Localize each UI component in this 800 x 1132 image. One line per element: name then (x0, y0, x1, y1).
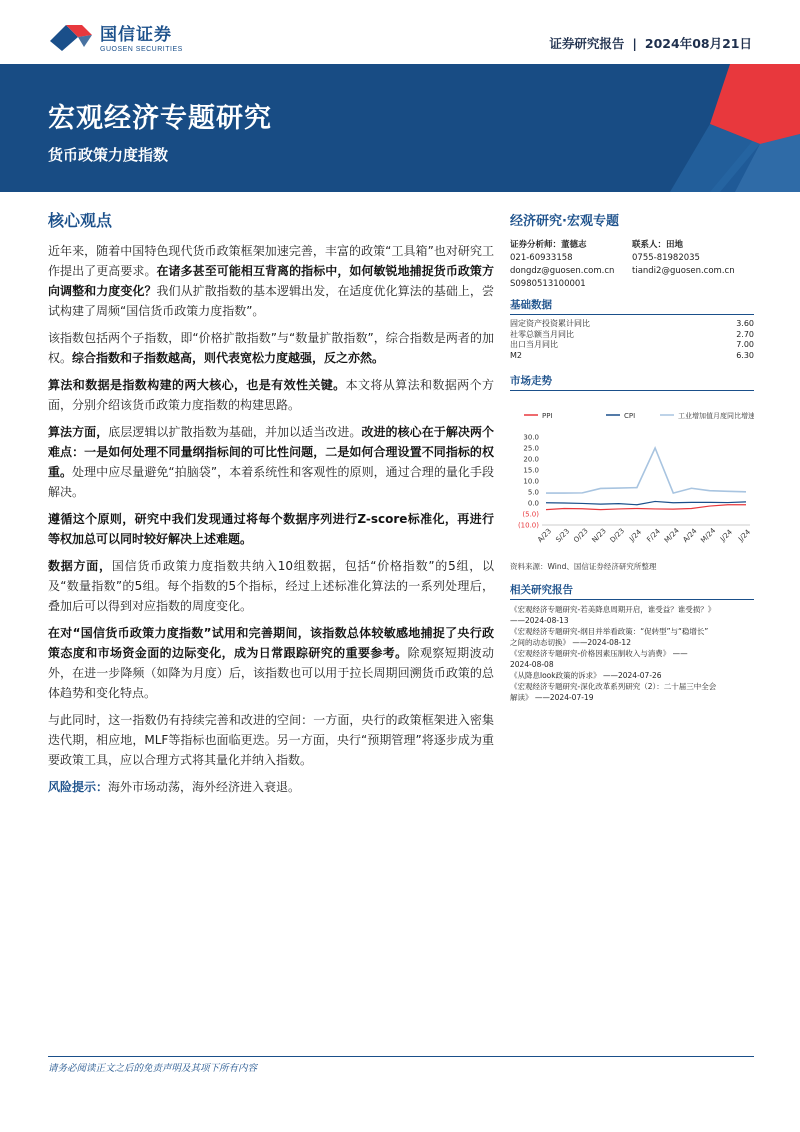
p1-text: 近年来，随着中国特色现代货币政策框架加速完善，丰富的政策“工具箱”也对研究工作提出了更高要求。 (48, 244, 494, 278)
related-reports-list (510, 604, 754, 703)
y-tick-label: 5.0 (527, 488, 539, 497)
logo-mark-icon (48, 21, 100, 53)
contact-label: 联系人： (632, 240, 667, 250)
paragraph-5 (48, 509, 494, 549)
contact-email: tiandi2@guosen.com.cn (632, 266, 735, 276)
x-tick-label: M/24 (662, 526, 681, 545)
risk-label: 风险提示： (48, 780, 109, 794)
related-report-item: 之间的动态切换》 ——2024-08-12 (510, 638, 631, 647)
related-report-item: 《宏观经济专题研究-纲目并举看政策：“促转型”与“稳增长” (510, 627, 709, 636)
analyst-email: dongdz@guosen.com.cn (510, 266, 615, 276)
analyst-phone: 021-60933158 (510, 253, 573, 263)
basic-data-row (510, 319, 754, 330)
series-line-2 (546, 501, 746, 504)
related-report-item: ——2024-08-13 (510, 616, 569, 625)
basic-data-value: 6.30 (736, 350, 754, 360)
y-tick-label: 10.0 (523, 477, 539, 486)
p5-bold: 遵循这个原则，研究中我们发现通过将每个数据序列进行Z-score标准化，再进行等权加总可以同时较好解决上述难题。 (48, 512, 494, 546)
p7-text: 除观察短期波动外，在进一步降频（如降为月度）后，该指数也可以用于拉长周期回溯货币政策的总体趋势和变化特点。 (48, 646, 494, 700)
p6-bold-lead: 数据方面， (48, 559, 112, 573)
chart-source: 资料来源：Wind、国信证券经济研究所整理 (510, 562, 657, 571)
report-type: 证券研究报告 (549, 36, 625, 51)
company-logo (48, 20, 183, 53)
basic-data-row (510, 340, 754, 351)
analyst-info (510, 239, 754, 291)
p2-text: 该指数包括两个子指数，即“价格扩散指数”与“数量扩散指数”，综合指数是两者的加权。 (48, 331, 494, 365)
market-trend-title: 市场走势 (510, 373, 754, 391)
paragraph-2 (48, 328, 494, 368)
y-tick-label: 15.0 (523, 466, 539, 475)
y-tick-label: 25.0 (523, 444, 539, 453)
basic-data-value: 2.70 (736, 329, 754, 339)
report-meta: 证券研究报告 | 2024年08月21日 (549, 36, 752, 51)
p2-bold: 综合指数和子指数越高，则代表宽松力度越强，反之亦然。 (72, 351, 385, 365)
basic-data-label: 出口当月同比 (510, 340, 558, 349)
paragraph-6 (48, 556, 494, 616)
risk-text: 海外市场动荡，海外经济进入衰退。 (108, 780, 301, 794)
report-title: 宏观经济专题研究 (48, 103, 272, 134)
x-tick-label: A/24 (681, 527, 699, 545)
x-tick-label: O/23 (572, 526, 590, 545)
p7-bold: 在对“国信货币政策力度指数”试用和完善期间，该指数总体较敏感地捕捉了央行政策态度和市场资金面的边际变化，成为日常跟踪研究的重要参考。 (48, 626, 494, 660)
x-tick-label: D/23 (608, 526, 627, 545)
p4-text: 底层逻辑以扩散指数为基础，并加以适当改进。 (108, 425, 362, 439)
x-tick-label: J/24 (627, 528, 644, 544)
market-chart-svg (510, 395, 754, 555)
footer-disclaimer: 请务必阅读正文之后的免责声明及其项下所有内容 (48, 1063, 258, 1074)
basic-data-value: 7.00 (736, 340, 754, 349)
banner-decoration-icon (560, 64, 800, 192)
basic-data-row (510, 351, 754, 362)
analyst-name: 董德志 (561, 240, 587, 250)
x-tick-label: F/24 (645, 527, 662, 544)
p1-bold: 在诸多甚至可能相互背离的指标中，如何敏锐地捕捉货币政策方向调整和力度变化？ (48, 264, 494, 298)
y-tick-label: 0.0 (527, 499, 539, 508)
p3-bold: 算法和数据是指数构建的两大核心，也是有效性关键。 (48, 378, 346, 392)
x-tick-label: J/24 (718, 528, 734, 544)
x-tick-label: N/23 (590, 526, 608, 545)
related-reports-title: 相关研究报告 (510, 582, 754, 600)
paragraph-7 (48, 623, 494, 703)
legend-label: CPI (624, 412, 636, 420)
contact-name: 田地 (666, 240, 684, 250)
series-line-1 (546, 505, 746, 510)
related-report-item: 《从降息look政策的诉求》 ——2024-07-26 (510, 671, 662, 680)
p4-bold: 改进的核心在于解决两个难点：一是如何处理不同量纲指标间的可比性问题，二是如何合理设置不同指标的权重。 (48, 425, 494, 479)
analyst-column (510, 239, 632, 291)
related-report-item: 《宏观经济专题研究-深化改革系列研究（2）：二十届三中全会 (510, 682, 717, 691)
market-trend-chart (510, 395, 754, 559)
section-title-core: 核心观点 (48, 211, 113, 230)
p3-text: 本文将从算法和数据两个方面，分别介绍该货币政策力度指数的构建思路。 (48, 378, 494, 412)
y-tick-label: 30.0 (523, 433, 539, 442)
logo-text-en: GUOSEN SECURITIES (100, 46, 183, 53)
footer-divider (48, 1056, 754, 1057)
basic-data-label: 固定资产投资累计同比 (510, 319, 590, 328)
core-views-section (48, 208, 494, 804)
paragraph-1 (48, 241, 494, 321)
title-banner (0, 64, 800, 192)
y-tick-label: (10.0) (517, 521, 539, 530)
basic-data-table (510, 319, 754, 361)
basic-data-label: 社零总额当月同比 (510, 329, 574, 339)
contact-phone: 0755-81982035 (632, 253, 700, 263)
legend-label: PPI (542, 412, 553, 420)
risk-warning (48, 777, 494, 797)
related-report-item: 《宏观经济专题研究-若美降息周期开启，谁受益？谁受损？》 (510, 605, 716, 614)
p1-text-2: 我们从扩散指数的基本逻辑出发，在适度优化算法的基础上，尝试构建了周频“国信货币政策力度指数”。 (48, 284, 494, 318)
paragraph-3 (48, 375, 494, 415)
p4-bold-lead: 算法方面， (48, 425, 109, 439)
legend-label: 工业增加值月度同比增速 (678, 412, 754, 420)
related-report-item: 2024-08-08 (510, 660, 554, 669)
y-tick-label: 20.0 (523, 455, 539, 464)
series-line-3 (546, 448, 746, 493)
paragraph-4 (48, 422, 494, 502)
analyst-label: 证券分析师： (510, 240, 562, 250)
x-tick-label: A/23 (536, 527, 554, 545)
paragraph-8: 与此同时，这一指数仍有持续完善和改进的空间：一方面，央行的政策框架进入密集迭代期，相应地，MLF等指标也面临更迭。另一方面，央行“预期管理”将逐步成为重要政策工具，应以合理方式将其量化并纳入指数。 (48, 713, 494, 767)
contact-column (632, 239, 754, 291)
sidebar (510, 210, 754, 703)
x-tick-label: J/24 (737, 528, 753, 544)
x-tick-label: M/24 (699, 526, 718, 545)
top-bar (0, 0, 800, 64)
p4-text-2: 处理中应尽量避免“拍脑袋”，本着系统性和客观性的原则，通过合理的量化手段解决。 (48, 465, 494, 499)
basic-data-value: 3.60 (736, 319, 754, 328)
logo-text-cn: 国信证券 (100, 25, 172, 45)
analyst-cert: S0980513100001 (510, 279, 586, 289)
related-report-item: 解读》 ——2024-07-19 (510, 693, 594, 702)
report-date: 2024年08月21日 (644, 36, 752, 51)
basic-data-row (510, 330, 754, 341)
y-tick-label: (5.0) (522, 510, 539, 519)
sidebar-title: 经济研究·宏观专题 (510, 214, 619, 229)
report-subtitle: 货币政策力度指数 (48, 146, 169, 164)
x-tick-label: S/23 (554, 527, 572, 544)
basic-data-label: M2 (510, 350, 522, 360)
p6-text: 国信货币政策力度指数共纳入10组数据，包括“价格指数”的5组，以及“数量指数”的5组。每个指数的5个指标，经过上述标准化算法的一系列处理后，叠加后可以得到对应指数的周度变化。 (48, 559, 494, 613)
basic-data-title: 基础数据 (510, 297, 754, 315)
related-report-item: 《宏观经济专题研究-价格因素压制收入与消费》 —— (510, 649, 688, 658)
